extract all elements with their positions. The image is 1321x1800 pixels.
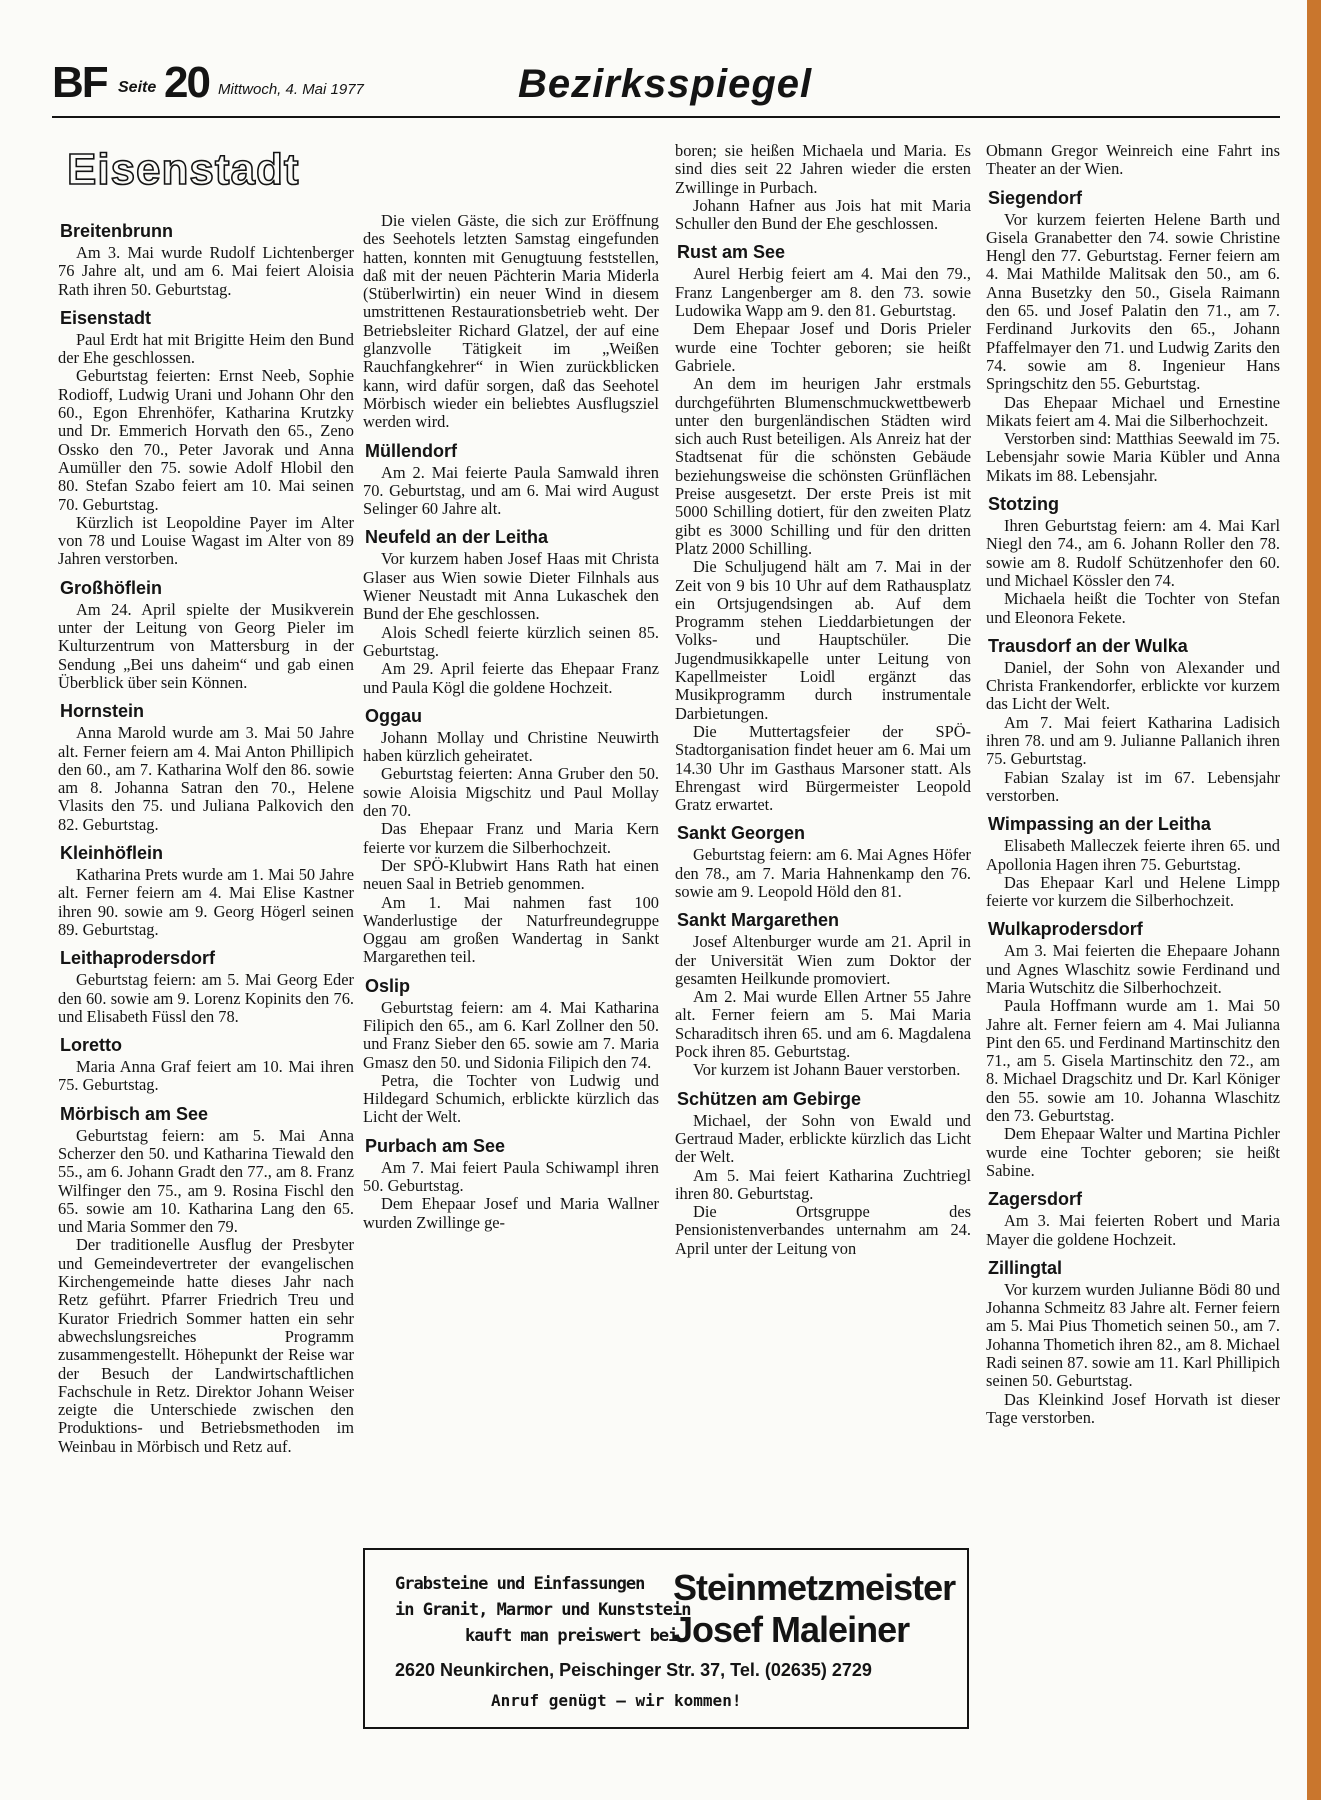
article-paragraph: boren; sie heißen Michaela und Maria. Es sind dies seit 22 Jahren wieder die ersten Zwillinge in Purbach. [675, 141, 971, 197]
place-heading: Sankt Georgen [677, 823, 806, 844]
article-paragraph: Am 1. Mai nahmen fast 100 Wanderlustige der Naturfreundegruppe Oggau am großen Wandertag in Sankt Margarethen teil. [363, 892, 659, 967]
article-paragraph: Die vielen Gäste, die sich zur Eröffnung des Seehotels letzten Samstag eingefunden hatten, konnten mit Genugtuung feststellen, daß mit der neuen Pächterin Maria Miderla (Stüberlwirtin) ein neuer Wind in diesem umstrittenen Restaurationsbetrieb weht. Der Betriebsleiter Richard Glatzel, der auf eine glanzvolle Tätigkeit im „Weißen Rauchfangkehrer“ in Wien zurückblicken kann, wird dafür sorgen, daß das Seehotel Mörbisch wieder ein beliebtes Ausflugsziel werden wird. [363, 211, 659, 432]
place-heading: Zagersdorf [988, 1189, 1083, 1210]
article-paragraph: Geburtstag feiern: am 4. Mai Katharina Filipich den 65., am 6. Karl Zollner den 50. und Franz Sieber den 65. sowie am 7. Maria Gmasz den 50. und Sidonia Filipich den 74. [363, 997, 659, 1072]
article-paragraph: Vor kurzem feierten Helene Barth und Gisela Granabetter den 74. sowie Christine Hengl den 77. Geburtstag. Ferner feiern am 4. Mai Mathilde Malitsak den 50., am 6. Anna Busetzky den 50., Gisela Raimann den 65. und Josef Palatin den 71., am 7. Ferdinand Jurkovits den 65., Johann Pfaffelmayer den 71. und Ludwig Zarits den 74. sowie am 8. Ingenieur Hans Springschitz den 55. Geburtstag. [986, 209, 1280, 394]
article-paragraph: Fabian Szalay ist im 67. Lebensjahr verstorben. [986, 767, 1280, 805]
article-paragraph: Verstorben sind: Matthias Seewald im 75. Lebensjahr sowie Maria Kübler und Anna Mikats im 88. Lebensjahr. [986, 429, 1280, 485]
article-paragraph: Dem Ehepaar Josef und Doris Prieler wurde eine Tochter geboren; sie heißt Gabriele. [675, 319, 971, 375]
ad-brand-line-2: Josef Maleiner [673, 1609, 910, 1650]
place-heading: Eisenstadt [60, 307, 152, 328]
article-paragraph: Geburtstag feierten: Anna Gruber den 50. sowie Aloisia Migschitz und Paul Mollay den 70. [363, 764, 659, 821]
place-heading: Sankt Margarethen [677, 910, 840, 931]
article-paragraph: Paula Hoffmann wurde am 1. Mai 50 Jahre alt. Ferner feiern am 4. Mai Julianna Pint den 65. und Ferdinand Martinschitz den 71., am 5. Gisela Martinschitz den 72., am 8. Michael Dragschitz und Dr. Karl Königer den 55. sowie am 10. Johanna Wlaschitz den 73. Geburtstag. [986, 996, 1280, 1126]
article-paragraph: Das Kleinkind Josef Horvath ist dieser Tage verstorben. [986, 1389, 1280, 1427]
page-edge [1307, 0, 1321, 1800]
article-paragraph: Am 3. Mai feierten die Ehepaare Johann und Agnes Wlaschitz sowie Ferdinand und Maria Wutschitz die Silberhochzeit. [986, 941, 1280, 997]
place-heading: Kleinhöflein [60, 843, 163, 864]
article-paragraph: Alois Schedl feierte kürzlich seinen 85. Geburtstag. [363, 622, 659, 660]
article-paragraph: Das Ehepaar Michael und Ernestine Mikats feiert am 4. Mai die Silberhochzeit. [986, 392, 1280, 430]
ad-line-3: kauft man preiswert bei [465, 1626, 678, 1646]
place-heading: Wulkaprodersdorf [988, 919, 1143, 940]
article-paragraph: Elisabeth Malleczek feierte ihren 65. und Apollonia Hagen ihren 75. Geburtstag. [986, 836, 1280, 874]
place-heading: Purbach am See [365, 1135, 506, 1156]
place-heading: Rust am See [677, 242, 786, 263]
article-paragraph: Die Ortsgruppe des Pensionistenverbandes unternahm am 24. April unter der Leitung von [675, 1202, 971, 1258]
article-paragraph: Geburtstag feiern: am 5. Mai Georg Eder den 60. sowie am 9. Lorenz Kopinits den 76. und Elisabeth Füssl den 78. [58, 970, 354, 1026]
article-paragraph: Johann Hafner aus Jois hat mit Maria Schuller den Bund der Ehe geschlossen. [675, 195, 971, 234]
article-paragraph: Am 29. April feierte das Ehepaar Franz und Paula Kögl die goldene Hochzeit. [363, 659, 659, 697]
place-heading: Breitenbrunn [60, 221, 174, 241]
article-paragraph: Geburtstag feiern: am 6. Mai Agnes Höfer den 78., am 7. Maria Hahnenkamp den 76. sowie am 9. Leopold Höld den 81. [675, 845, 971, 901]
article-paragraph: Am 24. April spielte der Musikverein unter der Leitung von Georg Pieler im Kulturzentrum von Mattersburg in der Sendung „Bei uns daheim“ und gab einen Überblick über sein Können. [58, 599, 354, 692]
article-paragraph: Die Schuljugend hält am 7. Mai in der Zeit von 9 bis 10 Uhr auf dem Rathausplatz ein Ortsjugendsingen ab. Auf dem Programm stehen Lieddarbietungen der Volks- und Hauptschüler. Die Jugendmusikkapelle unter Leitung von Kapellmeister Loidl ergänzt das Musikprogramm durch instrumentale Darbietungen. [675, 557, 971, 723]
article-paragraph: Am 7. Mai feiert Katharina Ladisich ihren 78. und am 9. Julianne Pallanich ihren 75. Geburtstag. [986, 712, 1280, 769]
article-paragraph: Der traditionelle Ausflug der Presbyter und Gemeindevertreter der evangelischen Kirchengemeinde hatte dieses Jahr nach Retz geführt. Pfarrer Friedrich Treu und Kurator Friedrich Sommer hatten ein sehr abwechslungsreiches Programm zusammengestellt. Höhepunkt der Reise war der Besuch der Landwirtschaftlichen Fachschule in Retz. Direktor Johann Weiser zeigte die Unterschiede zwischen den Produktions- und Betriebsmethoden im Weinbau in Mörbisch und Retz auf. [58, 1235, 354, 1456]
place-heading: Wimpassing an der Leitha [988, 814, 1211, 835]
place-heading: Müllendorf [365, 440, 457, 461]
article-paragraph: Josef Altenburger wurde am 21. April in der Universität Wien zum Doktor der gesamten Heilkunde promoviert. [675, 932, 971, 988]
article-paragraph: Der SPÖ-Klubwirt Hans Rath hat einen neuen Saal in Betrieb genommen. [363, 855, 659, 894]
advertisement [363, 1548, 969, 1729]
article-paragraph: Am 3. Mai feierten Robert und Maria Mayer die goldene Hochzeit. [986, 1211, 1280, 1249]
place-heading: Siegendorf [988, 187, 1083, 208]
article-paragraph: Geburtstag feiern: am 5. Mai Anna Scherzer den 50. und Katharina Tiewald den 55., am 6. Johann Gradt den 77., am 8. Franz Wilfinger den 75., am 9. Rosina Fischl den 65. sowie am 10. Katharina Lang den 65. und Maria Sommer den 79. [58, 1125, 354, 1237]
article-paragraph: Dem Ehepaar Walter und Martina Pichler wurde eine Tochter geboren; sie heißt Sabine. [986, 1124, 1280, 1180]
article-paragraph: Geburtstag feierten: Ernst Neeb, Sophie Rodioff, Ludwig Urani und Johann Ohr den 60., Egon Ehrenhöfer, Katharina Krutzky und Dr. Emmerich Horvath den 65., Zeno Ossko den 70., Peter Javorak und Anna Aumüller den 75. sowie Adolf Hlobil den 80. Stefan Szabo feiert am 10. Mai seinen 70. Geburtstag. [58, 366, 354, 514]
article-paragraph: Am 2. Mai wurde Ellen Artner 55 Jahre alt. Ferner feiern am 5. Mai Maria Scharaditsch ihren 65. und am 6. Magdalena Pock ihren 85. Geburtstag. [675, 987, 971, 1062]
article-paragraph: Maria Anna Graf feiert am 10. Mai ihren 75. Geburtstag. [58, 1057, 354, 1095]
page-number: 20 [164, 58, 209, 107]
issue-date: Mittwoch, 4. Mai 1977 [218, 81, 364, 98]
place-heading: Mörbisch am See [60, 1103, 209, 1124]
place-heading: Trausdorf an der Wulka [988, 635, 1188, 656]
article-paragraph: Am 5. Mai feiert Katharina Zuchtriegl ihren 80. Geburtstag. [675, 1165, 971, 1203]
article-paragraph: Die Muttertagsfeier der SPÖ-Stadtorganisation findet heuer am 6. Mai um 14.30 Uhr im Gasthaus Marsoner statt. Als Ehrengast wird Bürgermeister Leopold Gratz erwartet. [675, 721, 971, 815]
article-paragraph: Am 3. Mai wurde Rudolf Lichtenberger 76 Jahre alt, und am 6. Mai feiert Aloisia Rath ihren 50. Geburtstag. [58, 243, 354, 299]
article-paragraph: Kürzlich ist Leopoldine Payer im Alter von 78 und Louise Wagast im Alter von 89 Jahren verstorben. [58, 512, 354, 569]
place-heading: Oggau [365, 705, 422, 726]
ad-address: 2620 Neunkirchen, Peischinger Str. 37, Tel. (02635) 2729 [395, 1660, 872, 1680]
place-heading: Zillingtal [988, 1257, 1062, 1278]
article-paragraph: Ihren Geburtstag feiern: am 4. Mai Karl Niegl den 74., am 6. Johann Roller den 78. sowie am 8. Rudolf Schützenhofer den 60. und Michael Kössler den 74. [986, 516, 1280, 590]
place-heading: Loretto [60, 1035, 122, 1056]
article-paragraph: Vor kurzem wurden Julianne Bödi 80 und Johanna Schmeitz 83 Jahre alt. Ferner feiern am 5. Mai Pius Thometich seinen 50., am 7. Johanna Thometich ihren 82., am 8. Michael Radi seinen 87. sowie am 11. Karl Phillipich seinen 50. Geburtstag. [986, 1279, 1280, 1391]
page-header [52, 58, 1280, 118]
article-paragraph: Vor kurzem haben Josef Haas mit Christa Glaser aus Wien sowie Dieter Filnhals aus Wiener Neustadt mit Anna Lukaschek den Bund der Ehe geschlossen. [363, 549, 659, 624]
ad-line-1: Grabsteine und Einfassungen [395, 1574, 645, 1594]
article-paragraph: Am 7. Mai feiert Paula Schiwampl ihren 50. Geburtstag. [363, 1157, 659, 1196]
article-paragraph: Michaela heißt die Tochter von Stefan und Eleonora Fekete. [986, 589, 1280, 627]
article-paragraph: Obmann Gregor Weinreich eine Fahrt ins Theater an der Wien. [986, 141, 1280, 179]
article-paragraph: Petra, die Tochter von Ludwig und Hildegard Schumich, erblickte kürzlich das Licht der Welt. [363, 1070, 659, 1127]
article-paragraph: Daniel, der Sohn von Alexander und Christa Frankendorfer, erblickte vor kurzem das Licht der Welt. [986, 657, 1280, 714]
header-rule [52, 116, 1280, 118]
article-paragraph: Paul Erdt hat mit Brigitte Heim den Bund der Ehe geschlossen. [58, 329, 354, 368]
place-heading: Schützen am Gebirge [677, 1088, 862, 1109]
article-paragraph: Das Ehepaar Franz und Maria Kern feierte vor kurzem die Silberhochzeit. [363, 819, 659, 857]
column-3 [675, 142, 971, 1258]
article-paragraph: Aurel Herbig feiert am 4. Mai den 79., Franz Langenberger am 8. den 73. sowie Ludowika Wapp am 9. den 81. Geburtstag. [675, 264, 971, 321]
region-logo: Eisenstadt [67, 146, 300, 194]
column-4 [986, 142, 1280, 1427]
place-heading: Großhöflein [60, 577, 162, 598]
article-paragraph: Johann Mollay und Christine Neuwirth haben kürzlich geheiratet. [363, 727, 659, 766]
section-title: Bezirksspiegel [518, 62, 813, 106]
place-heading: Oslip [365, 975, 411, 996]
ad-line-2: in Granit, Marmor und Kunststein [395, 1600, 691, 1620]
ad-brand-line-1: Steinmetzmeister [673, 1567, 956, 1608]
article-paragraph: Michael, der Sohn von Ewald und Gertraud Mader, erblickte kürzlich das Licht der Welt. [675, 1110, 971, 1167]
place-heading: Hornstein [60, 701, 145, 722]
article-paragraph: Am 2. Mai feierte Paula Samwald ihren 70. Geburtstag, und am 6. Mai wird August Selinger 60 Jahre alt. [363, 462, 659, 519]
article-paragraph: Anna Marold wurde am 3. Mai 50 Jahre alt. Ferner feiern am 4. Mai Anton Phillipich den 60., am 7. Katharina Wolf den 86. sowie am 8. Johanna Satran den 70., Helene Vlasits den 75. und Juliana Palkovich den 82. Geburtstag. [58, 723, 354, 834]
place-heading: Stotzing [988, 494, 1059, 515]
paper-logo: BF [52, 58, 107, 107]
ad-call-to-action: Anruf genügt – wir kommen! [491, 1691, 742, 1710]
article-paragraph: Vor kurzem ist Johann Bauer verstorben. [693, 1060, 961, 1080]
page-label: Seite [118, 79, 157, 96]
article-paragraph: Dem Ehepaar Josef und Maria Wallner wurden Zwillinge ge- [363, 1194, 659, 1232]
place-heading: Neufeld an der Leitha [365, 527, 549, 548]
column-1 [58, 212, 354, 1456]
column-2 [363, 212, 659, 1232]
article-paragraph: Das Ehepaar Karl und Helene Limpp feierte vor kurzem die Silberhochzeit. [986, 872, 1280, 911]
article-paragraph: An dem im heurigen Jahr erstmals durchgeführten Blumenschmuckwettbewerb unter den burgenländischen Städten wird sich auch Rust beteiligen. Als Anreiz hat der Stadtsenat für die schönsten Gebäude beziehungsweise die schönsten Grünflächen Preise ausgesetzt. Der erste Preis ist mit 5000 Schilling dotiert, für den zweiten Platz gibt es 3000 Schilling und für den dritten Platz 2000 Schilling. [675, 374, 971, 558]
place-heading: Leithaprodersdorf [60, 948, 216, 969]
article-paragraph: Katharina Prets wurde am 1. Mai 50 Jahre alt. Ferner feiern am 4. Mai Elise Kastner ihren 90. sowie am 9. Georg Högerl seinen 89. Geburtstag. [58, 865, 354, 939]
